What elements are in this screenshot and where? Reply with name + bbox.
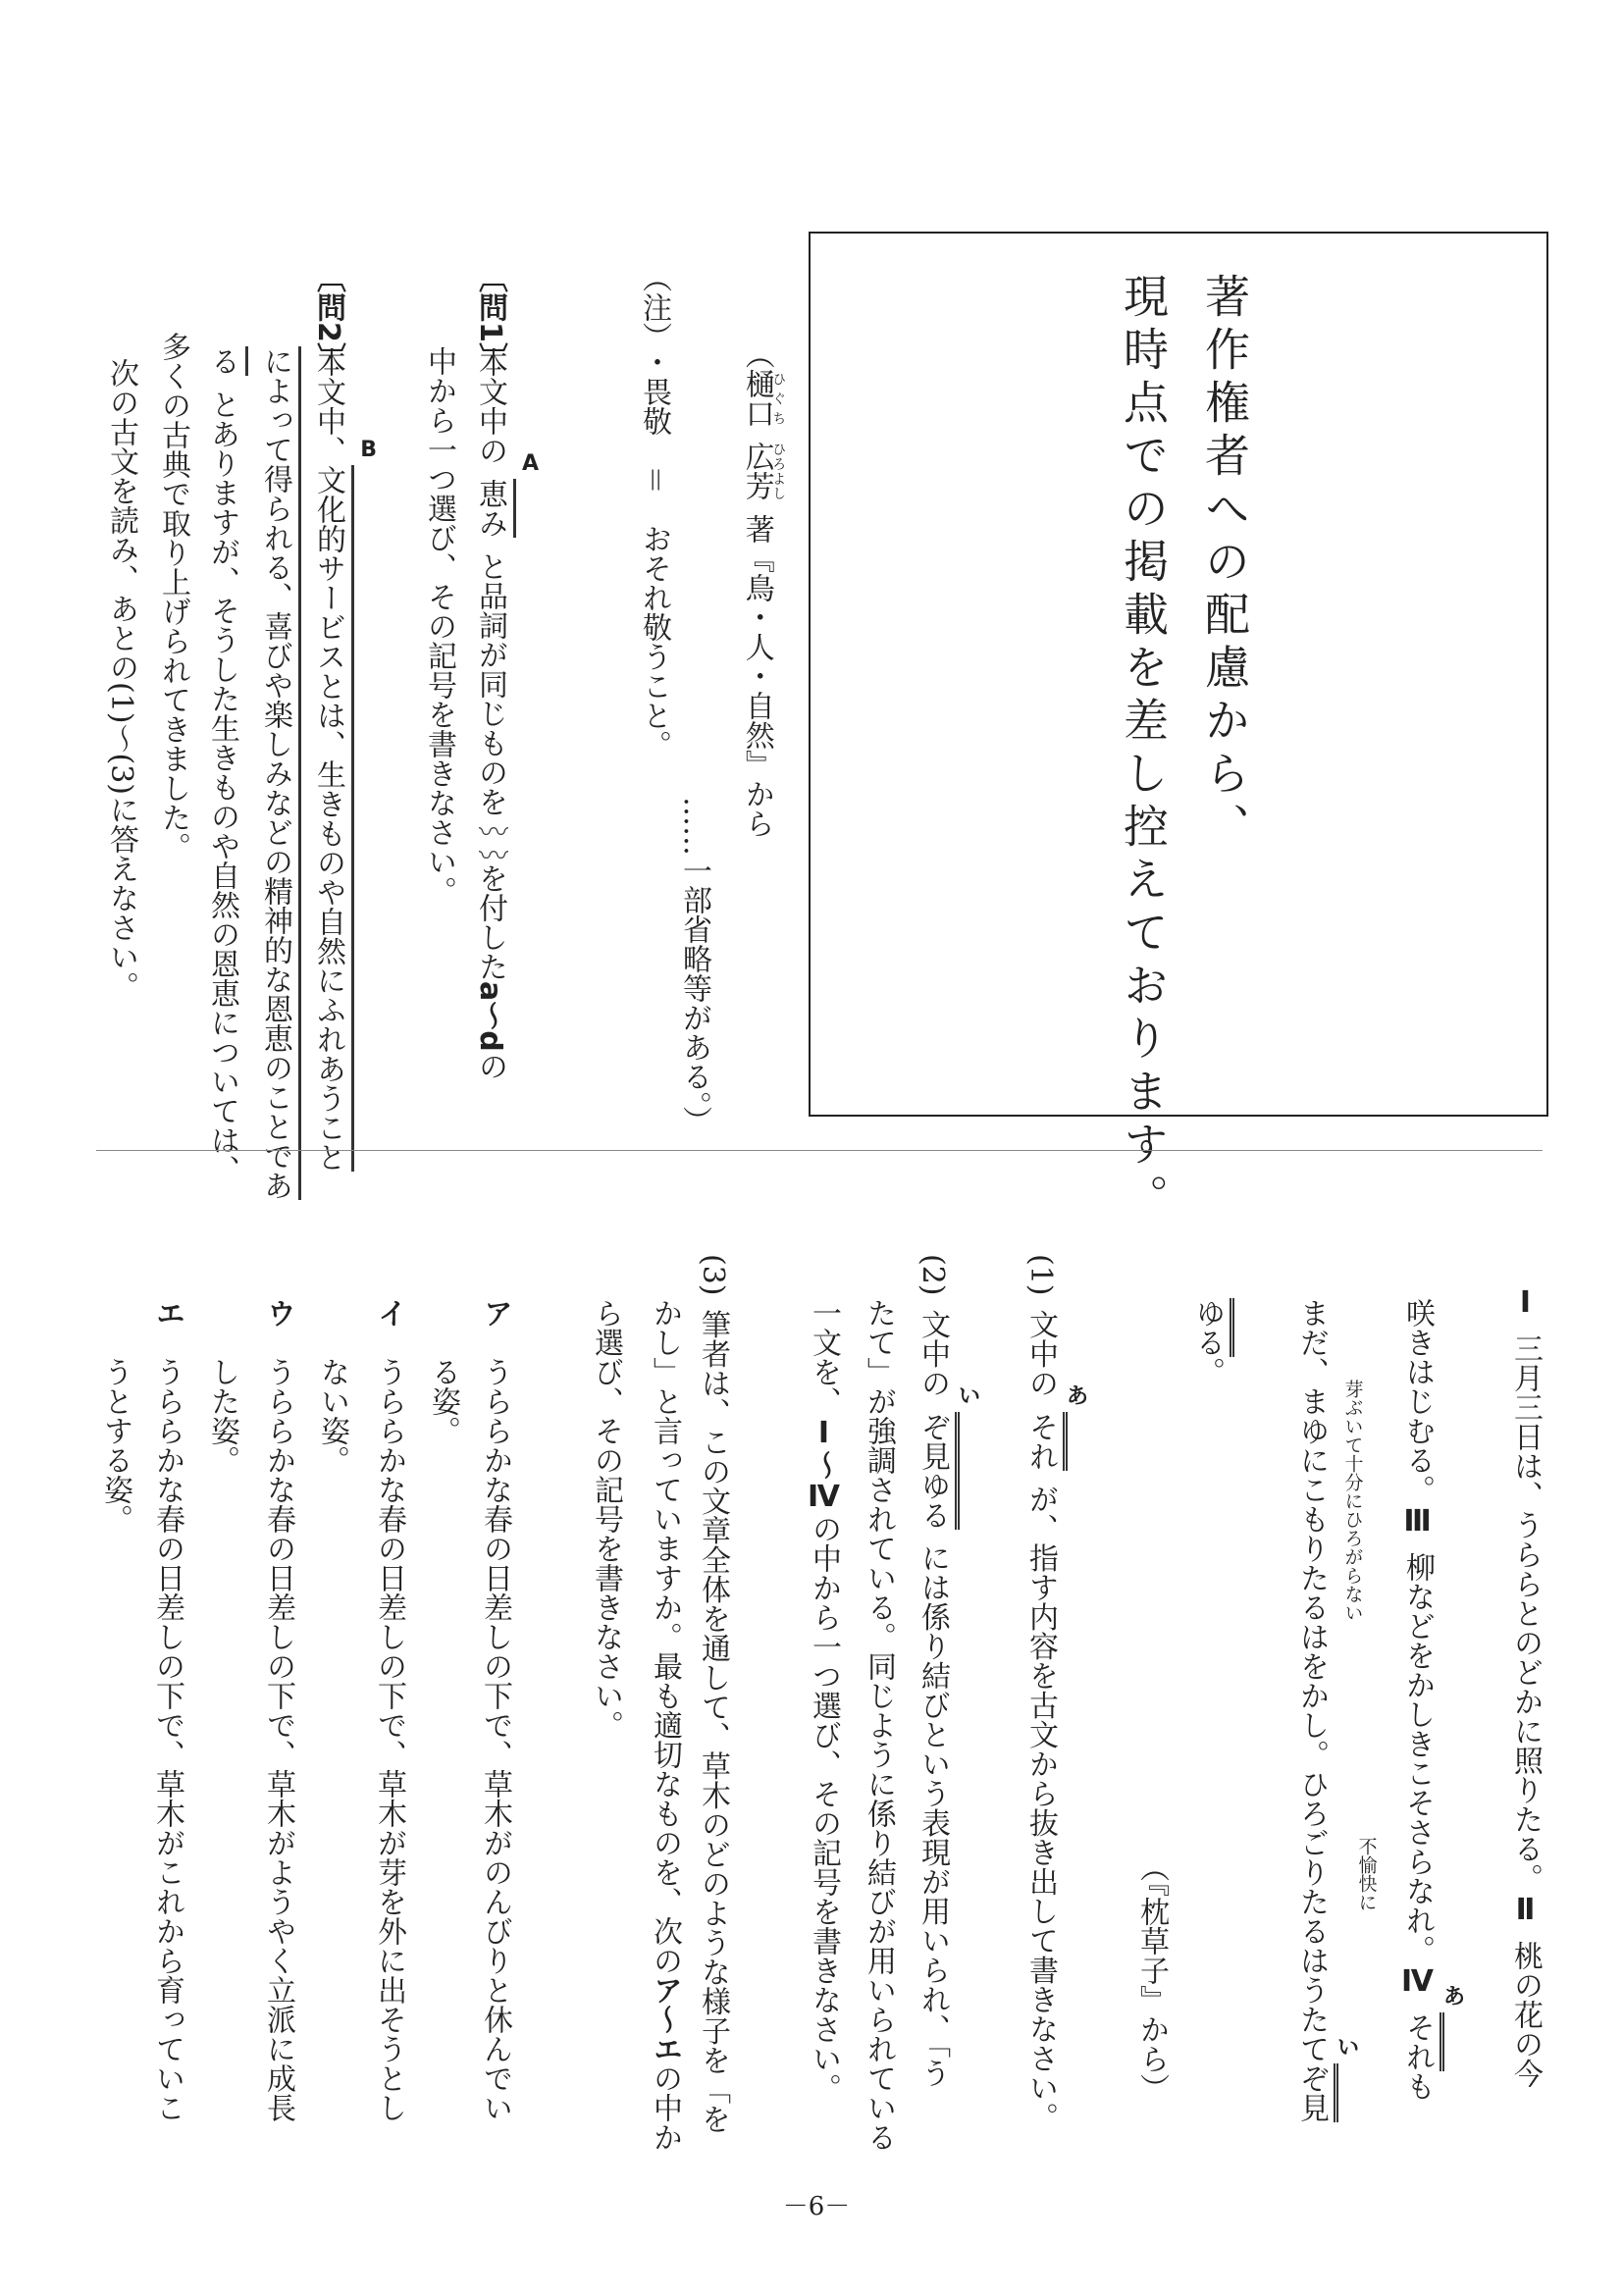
notice-line-1: 著作権者への配慮から、 — [1198, 273, 1251, 856]
choice-key: イ — [372, 1298, 406, 1328]
question-2 — [311, 263, 377, 1172]
q2-text: 本文中、 — [311, 347, 345, 465]
subquestion-1-label: (1) — [1023, 1254, 1058, 1296]
q2-underline — [311, 438, 377, 1172]
question-2-line-3 — [205, 346, 239, 1184]
gloss-1: 芽ぶいて十分にひろがらない — [1341, 1380, 1364, 1622]
sub2-text: 文中の — [916, 1309, 950, 1398]
choice-a — [478, 1298, 512, 2122]
q1-text: と品詞が同じものを — [473, 551, 507, 816]
question-2-line-5: 次の古文を読み、あとの(1)～(3)に答えなさい。 — [104, 358, 138, 1001]
question-1 — [473, 263, 539, 1081]
kobun-text: も — [1400, 2071, 1435, 2101]
q1-range: a～d — [473, 981, 507, 1052]
q2-underlined-text: る — [205, 346, 248, 376]
sub3-range: ア～エ — [648, 1975, 682, 2063]
sub2-target-line — [916, 1383, 980, 1530]
kobun-source: （『枕草子』から） — [1134, 1852, 1169, 2103]
mark-i: い — [958, 1383, 980, 1409]
subquestion-3-line-3: ら選び、その記号を書きなさい。 — [589, 1298, 623, 1740]
sub3-text: の中か — [648, 2063, 682, 2152]
kobun-mark-a-line — [1400, 1985, 1465, 2071]
sub2-text: 一文を、 — [807, 1298, 841, 1416]
question-2-line-4: 多くの古典で取り上げられてきました。 — [156, 332, 190, 861]
choice-text: うららかな春の日差しの下で、草木が芽を外に出そうとし — [372, 1357, 406, 2122]
kobun-line-2 — [1400, 1298, 1465, 2101]
numeral-2: Ⅱ — [1508, 1893, 1543, 1927]
kobun-text: 咲きはじむる。 — [1400, 1298, 1435, 1504]
note-text: ・畏敬 ＝ おそれ敬うこと。 — [637, 347, 671, 759]
kobun-mark-i-line — [1294, 2036, 1359, 2122]
q1-target-underline — [473, 451, 539, 538]
citation-title: 著『鳥・人・自然』から — [739, 514, 774, 838]
subquestion-1 — [1023, 1254, 1088, 2132]
choice-key: ウ — [261, 1298, 295, 1328]
choice-u-line-2: した姿。 — [205, 1357, 239, 1475]
numeral-1: Ⅰ — [1508, 1285, 1543, 1320]
q1-text: 本文中の — [473, 347, 507, 465]
choice-u — [261, 1298, 295, 2122]
subquestion-2 — [916, 1254, 980, 2088]
sub1-target-line — [1023, 1383, 1088, 1471]
choice-text: うららかな春の日差しの下で、草木がのんびりと休んでい — [478, 1357, 512, 2122]
subquestion-2-label: (2) — [916, 1254, 950, 1296]
choice-i-line-2: ない姿。 — [315, 1357, 349, 1475]
author-surname: 樋口ひぐち — [739, 369, 787, 428]
q2-text: とありますが、そうした生きものや自然の恩恵については、 — [205, 390, 239, 1184]
kobun-text: 桃の花の今 — [1508, 1941, 1543, 2088]
kobun-text: それ — [1400, 2012, 1435, 2071]
note — [637, 263, 671, 759]
gloss-2: 不愉快に — [1355, 1837, 1378, 1911]
notice-line-2: 現時点での掲載を差し控えております。 — [1117, 273, 1170, 1226]
numeral-4: Ⅳ — [1400, 1964, 1435, 1999]
sub2-target: ぞ見ゆる — [916, 1411, 950, 1530]
kobun-text: まだ、まゆにこもりたるはをかし。ひろごりたるはうたて — [1294, 1298, 1329, 2063]
sub1-text: 文中の — [1023, 1309, 1058, 1398]
copyright-notice-box — [809, 232, 1548, 1117]
mark-a: あ — [1066, 1383, 1088, 1409]
subquestion-2-line-3 — [807, 1298, 841, 2103]
kobun-line-1 — [1508, 1285, 1543, 2088]
numeral-3: Ⅲ — [1400, 1504, 1435, 1539]
question-2-line-2 — [258, 346, 292, 1200]
sub3-text: かし」と言っていますか。最も適切なものを、次の — [648, 1298, 682, 1975]
sub1-text: が、指す内容を古文から抜き出して書きなさい。 — [1023, 1484, 1058, 2132]
note-label: （注） — [637, 263, 671, 351]
omission-note: ……一部省略等がある。） — [677, 797, 711, 1135]
choice-text: うららかな春の日差しの下で、草木がこれから育っていこ — [150, 1357, 184, 2122]
section-divider — [96, 1150, 1543, 1151]
q1-text: を付した — [473, 863, 507, 981]
author-given-name: 広芳ひろよし — [739, 442, 787, 500]
kobun-text: 柳などをかしきこそさらなれ。 — [1400, 1552, 1435, 1964]
mark-i: い — [1336, 2036, 1359, 2061]
mark-B: B — [360, 438, 377, 462]
sub2-range: Ⅰ～Ⅳ — [807, 1416, 841, 1514]
citation-paren: （ — [739, 339, 774, 369]
q2-underlined-text: 文化的サービスとは、生きものや自然にふれあうこと — [311, 465, 345, 1172]
mark-a: あ — [1442, 1985, 1465, 2009]
choice-a-line-2: る姿。 — [426, 1357, 460, 1445]
sub2-text: には係り結びという表現が用いられ、「う — [916, 1542, 950, 2088]
choice-i — [372, 1298, 406, 2122]
q1-target: 恵み — [473, 479, 507, 538]
sub1-target: それ — [1023, 1411, 1058, 1471]
kobun-text: 三月三日は、うららとのどかに照りたる。 — [1508, 1333, 1543, 1893]
wavy-line-icon: 〰〰 — [473, 816, 507, 863]
question-2-label: 〔問2〕 — [311, 263, 345, 372]
kobun-text: 。 — [1190, 1357, 1225, 1386]
sub2-text: の中から一つ選び、その記号を書きなさい。 — [807, 1514, 841, 2103]
subquestion-2-line-2: たて」が強調されている。同じように係り結びが用いられている — [862, 1298, 896, 2152]
kobun-line-4 — [1190, 1298, 1225, 1386]
kobun-text: ゆる — [1190, 1298, 1234, 1357]
q2-underlined-text: によって得られる、喜びや楽しみなどの精神的な恩恵のことであ — [258, 346, 301, 1200]
choice-e-line-2: うとする姿。 — [98, 1357, 132, 1534]
q1-text: の — [473, 1051, 507, 1081]
kobun-text: ぞ見 — [1294, 2063, 1329, 2122]
question-1-line-2: 中から一つ選び、その記号を書きなさい。 — [422, 346, 456, 906]
choice-key: エ — [150, 1298, 184, 1328]
mark-A: A — [521, 451, 539, 476]
sub3-text: 筆者は、この文章全体を通して、草木のどのような様子を「を — [696, 1309, 730, 2134]
subquestion-3-line-2 — [648, 1298, 682, 2152]
subquestion-3 — [696, 1254, 730, 2134]
choice-e — [152, 1298, 182, 2122]
citation — [739, 339, 787, 838]
choice-text: うららかな春の日差しの下で、草木がようやく立派に成長 — [261, 1357, 295, 2122]
subquestion-3-label: (3) — [696, 1254, 730, 1296]
question-1-label: 〔問1〕 — [473, 263, 507, 372]
choice-key: ア — [478, 1298, 512, 1328]
page-number: －6－ — [782, 2192, 851, 2221]
